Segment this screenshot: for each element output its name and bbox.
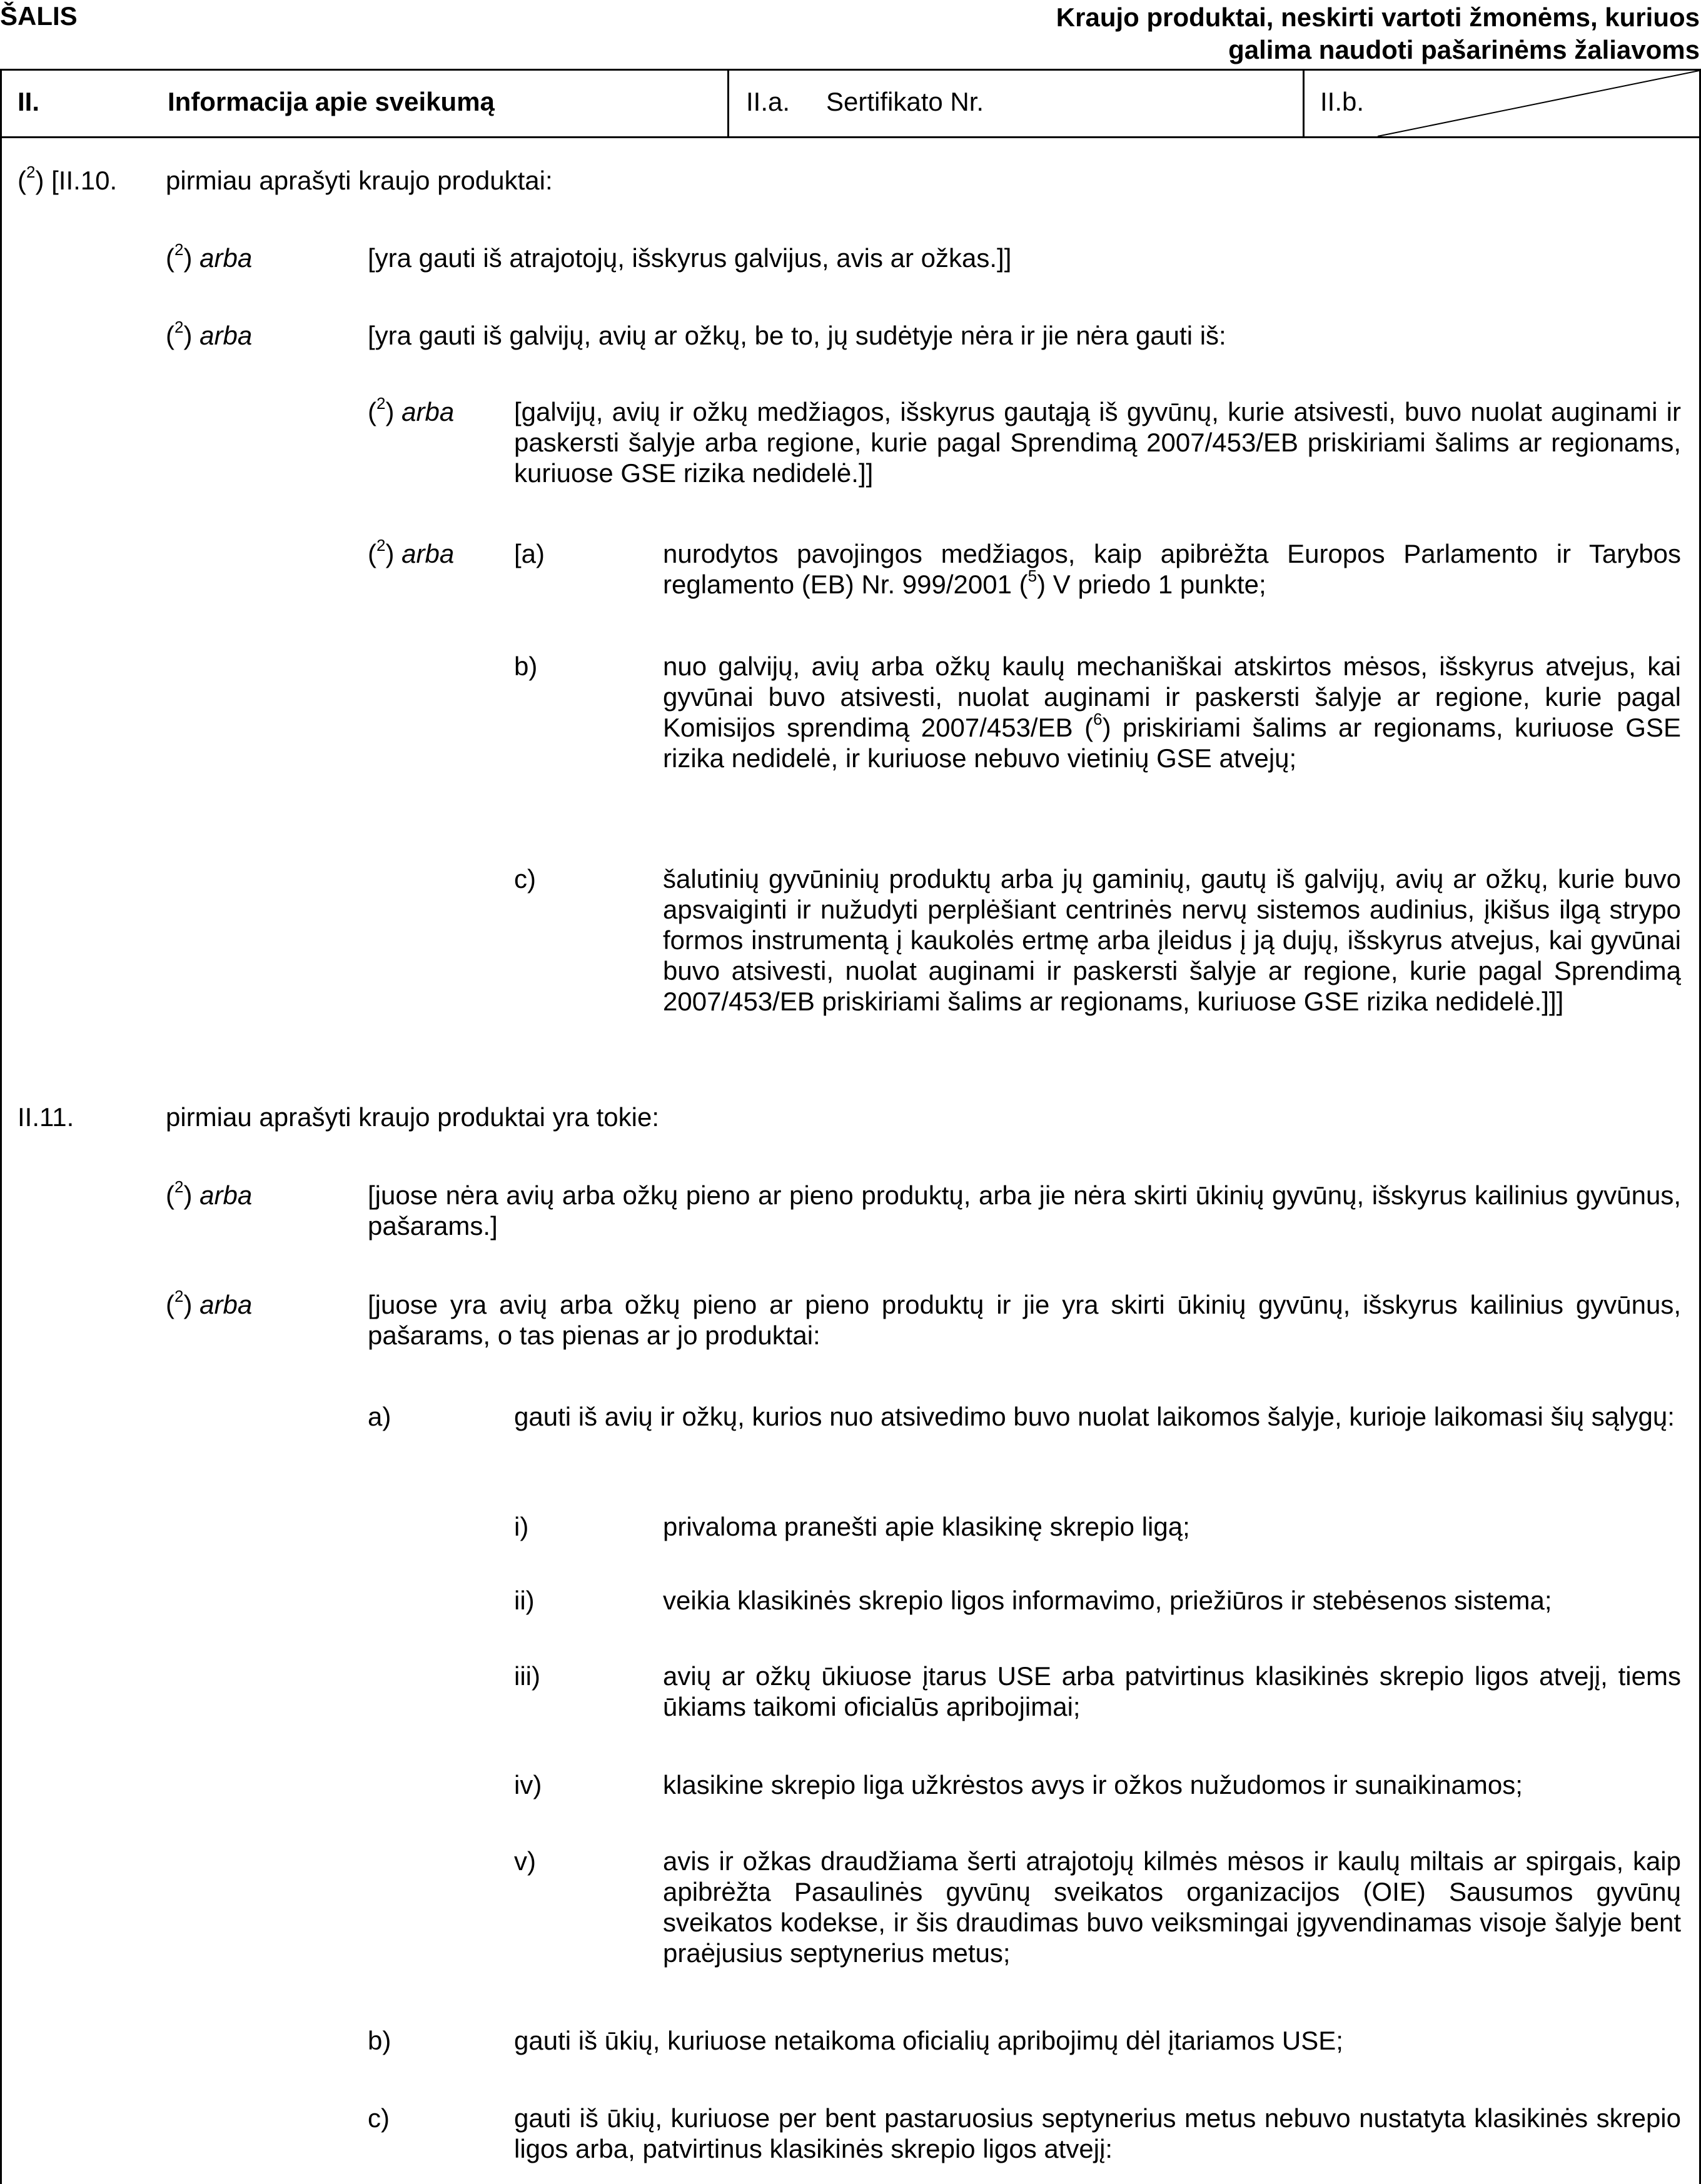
section-number: II. bbox=[18, 87, 40, 116]
s11-subitem-label: iii) bbox=[514, 1661, 540, 1691]
s11-item-b-text: gauti iš ūkių, kuriuose netaikoma oficialių apribojimų dėl įtariamos USE; bbox=[514, 2026, 1343, 2055]
s11-item-c-text: gauti iš ūkių, kuriuose per bent pastaruosius septynerius metus nebuvo nustatyta klasikinės skrepio ligos arba, patvirtinus klasikinės skrepio ligos atvejį: bbox=[514, 2103, 1681, 2163]
s11-item-b-label: b) bbox=[368, 2026, 391, 2055]
s10-item-a-text: nurodytos pavojingos medžiagos, kaip apibrėžta Europos Parlamento ir Tarybos reglamento (EB) Nr. 999/2001 ($^5$) V priedo 1 punkte; bbox=[663, 539, 1681, 599]
s11-item-c-label: c) bbox=[368, 2103, 390, 2133]
option-marker: ($^2$) arba bbox=[368, 536, 455, 568]
document-title-line2: galima naudoti pašarinėms žaliavoms bbox=[1228, 35, 1700, 64]
cert-number-label: Sertifikato Nr. bbox=[826, 87, 984, 116]
s11-subitem-text: avių ar ožkų ūkiuose įtarus USE arba patvirtinus klasikinės skrepio ligos atvejį, tiems ūkiams taikomi oficialūs apribojimai; bbox=[663, 1661, 1681, 1721]
s10-item-b-text: nuo galvijų, avių arba ožkų kaulų mechaniškai atskirtos mėsos, išskyrus atvejus, kai gyvūnai buvo atsivesti, nuolat auginami ir paskersti šalyje ar regione, kurie pagal Komisijos sprendimą 2007/453/EB ($^6$) priskiriami šalims ar regionams, kuriuose GSE rizika nedidelė, ir kuriuose nebuvo vietinių GSE atvejų; bbox=[663, 652, 1681, 773]
option-marker: ($^2$) arba bbox=[166, 1177, 253, 1210]
s11-subitem-text: privaloma pranešti apie klasikinę skrepio ligą; bbox=[663, 1512, 1190, 1541]
section-title: Informacija apie sveikumą bbox=[168, 87, 495, 116]
option-marker: ($^2$) arba bbox=[368, 394, 455, 426]
s10-option-2: [yra gauti iš galvijų, avių ar ožkų, be to, jų sudėtyje nėra ir jie nėra gauti iš: bbox=[368, 321, 1226, 350]
s10-item-a-label: [a) bbox=[514, 539, 545, 568]
country-label: ŠALIS bbox=[0, 1, 78, 31]
s11-subitem-label: v) bbox=[514, 1846, 536, 1876]
s10-sub-option-1: [galvijų, avių ir ožkų medžiagos, išskyrus gautąją iš gyvūnų, kurie atsivesti, buvo nuolat auginami ir paskersti šalyje arba regione, kurie pagal Sprendimą 2007/453/EB priskiriami šalims ar regionams, kuriuose GSE rizika nedidelė.]] bbox=[514, 397, 1681, 488]
option-marker: ($^2$) arba bbox=[166, 1287, 253, 1319]
option-marker: ($^2$) arba bbox=[166, 318, 253, 350]
s11-item-a-label: a) bbox=[368, 1402, 391, 1431]
s11-subitem-label: ii) bbox=[514, 1586, 535, 1615]
s11-option-1: [juose nėra avių arba ožkų pieno ar pieno produktų, arba jie nėra skirti ūkinių gyvūnų, išskyrus kailinius gyvūnus, pašarams.] bbox=[368, 1180, 1681, 1240]
document-title-line1: Kraujo produktai, neskirti vartoti žmonėms, kuriuos bbox=[1056, 3, 1700, 32]
section-header-bar bbox=[2, 71, 1699, 138]
s11-subitem-label: iv) bbox=[514, 1770, 542, 1799]
s11-subitem-text: avis ir ožkas draudžiama šerti atrajotojų kilmės mėsos ir kaulų miltais ar spirgais, kaip apibrėžta Pasaulinės gyvūnų sveikatos organizacijos (OIE) Sausumos gyvūnų sveikatos kodekse, ir šis draudimas buvo veiksmingai įgyvendinamas visoje šalyje bent praėjusius septynerius metus; bbox=[663, 1846, 1681, 1968]
s11-intro: pirmiau aprašyti kraujo produktai yra tokie: bbox=[166, 1102, 660, 1132]
iib-label: II.b. bbox=[1320, 87, 1365, 116]
s10-item-c-text: šalutinių gyvūninių produktų arba jų gaminių, gautų iš galvijų, avių ar ožkų, kurie buvo apsvaiginti ir nužudyti perplėšiant centrinės nervų sistemos audinius, įkišus ilgą strypo formos instrumentą į kaukolės ertmę arba įleidus į ją dujų, išskyrus atvejus, kai gyvūnai buvo atsivesti, nuolat auginami ir paskersti šalyje ar regione, kurie pagal Sprendimą 2007/453/EB priskiriami šalims ar regionams, kuriuose GSE rizika nedidelė.]]] bbox=[663, 864, 1681, 1016]
s11-option-2: [juose yra avių arba ožkų pieno ar pieno produktų ir jie yra skirti ūkinių gyvūnų, išskyrus kailinius gyvūnus, pašarams, o tas pienas ar jo produktai: bbox=[368, 1290, 1681, 1350]
cert-label: II.a. bbox=[746, 87, 790, 116]
s11-item-a-text: gauti iš avių ir ožkų, kurios nuo atsivedimo buvo nuolat laikomos šalyje, kurioje laikomasi šių sąlygų: bbox=[514, 1402, 1675, 1431]
s11-number: II.11. bbox=[18, 1102, 74, 1132]
s10-item-b-label: b) bbox=[514, 652, 538, 681]
s11-subitem-text: klasikine skrepio liga užkrėstos avys ir ožkos nužudomos ir sunaikinamos; bbox=[663, 1770, 1523, 1799]
s11-subitem-text: veikia klasikinės skrepio ligos informavimo, priežiūros ir stebėsenos sistema; bbox=[663, 1586, 1552, 1615]
option-marker: ($^2$) arba bbox=[166, 240, 253, 273]
diagonal-line bbox=[2, 71, 1699, 136]
document-title bbox=[887, 1, 1700, 66]
s11-subitem-label: i) bbox=[514, 1512, 529, 1541]
s10-intro: pirmiau aprašyti kraujo produktai: bbox=[166, 166, 553, 195]
note-ref: ($^2$) [II.10. bbox=[18, 163, 118, 195]
s10-item-c-label: c) bbox=[514, 864, 536, 893]
s10-option-1: [yra gauti iš atrajotojų, išskyrus galvijus, avis ar ožkas.]] bbox=[368, 243, 1012, 273]
